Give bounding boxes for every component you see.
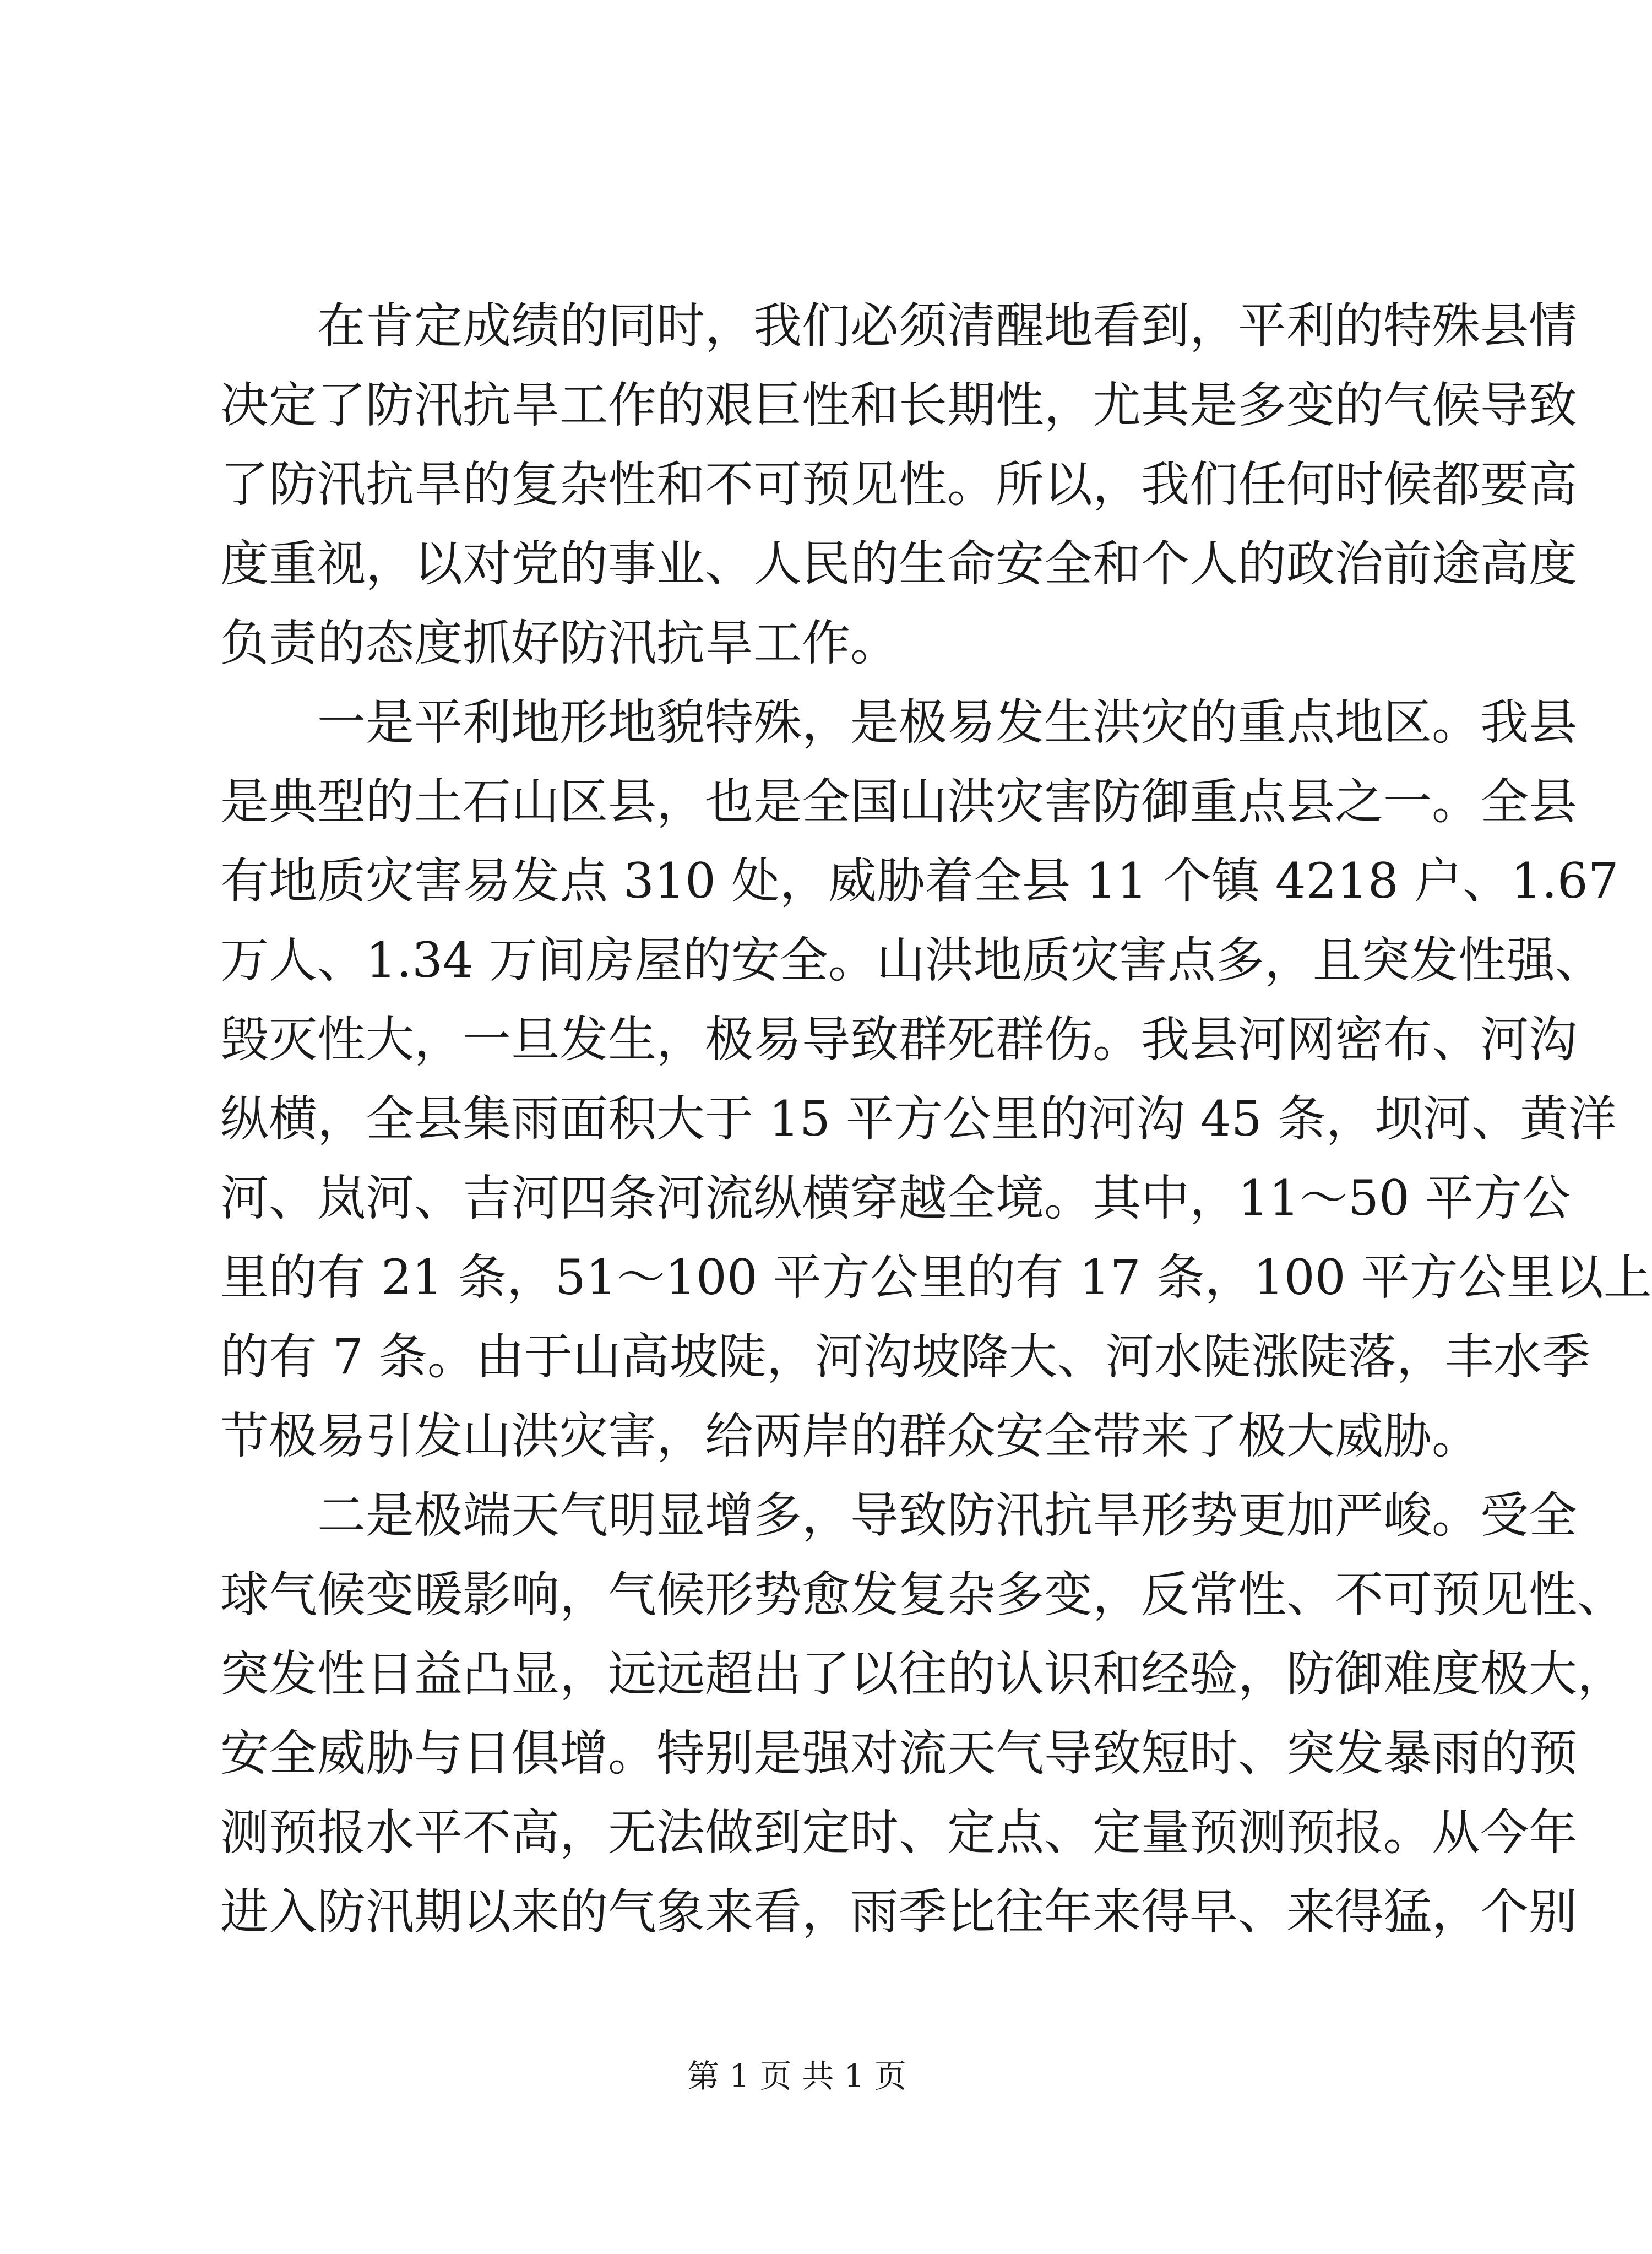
paragraph-2-line-8: 里的有 21 条，51～100 平方公里的有 17 条，100 平方公里以上 bbox=[220, 1249, 1652, 1306]
paragraph-2-line-6: 纵横，全县集雨面积大于 15 平方公里的河沟 45 条，坝河、黄洋 bbox=[220, 1090, 1617, 1147]
paragraph-2-line-1: 一是平利地形地貌特殊，是极易发生洪灾的重点地区。我县 bbox=[317, 694, 1578, 751]
paragraph-3-line-4: 安全威胁与日俱增。特别是强对流天气导致短时、突发暴雨的预 bbox=[220, 1725, 1578, 1782]
paragraph-1-line-2: 决定了防汛抗旱工作的艰巨性和长期性，尤其是多变的气候导致 bbox=[220, 377, 1578, 433]
paragraph-3-line-2: 球气候变暖影响，气候形势愈发复杂多变，反常性、不可预见性、 bbox=[220, 1566, 1626, 1623]
paragraph-2-line-4: 万人、1.34 万间房屋的安全。山洪地质灾害点多，且突发性强、 bbox=[220, 932, 1604, 988]
paragraph-3-line-3: 突发性日益凸显，远远超出了以往的认识和经验，防御难度极大， bbox=[220, 1645, 1626, 1702]
paragraph-1-line-4: 度重视，以对党的事业、人民的生命安全和个人的政治前途高度 bbox=[220, 535, 1578, 592]
paragraph-3-line-5: 测预报水平不高，无法做到定时、定点、定量预测预报。从今年 bbox=[220, 1804, 1578, 1861]
paragraph-3-line-6: 进入防汛期以来的气象来看，雨季比往年来得早、来得猛，个别 bbox=[220, 1883, 1578, 1940]
paragraph-1-line-1: 在肯定成绩的同时，我们必须清醒地看到，平利的特殊县情 bbox=[317, 297, 1578, 354]
paragraph-2-line-5: 毁灭性大，一旦发生，极易导致群死群伤。我县河网密布、河沟 bbox=[220, 1011, 1578, 1068]
page-footer: 第 1 页 共 1 页 bbox=[687, 2057, 906, 2095]
body-text bbox=[220, 286, 1652, 1952]
paragraph-2-line-9: 的有 7 条。由于山高坡陡，河沟坡降大、河水陡涨陡落，丰水季 bbox=[220, 1328, 1590, 1385]
paragraph-3-line-1: 二是极端天气明显增多，导致防汛抗旱形势更加严峻。受全 bbox=[317, 1487, 1578, 1544]
paragraph-2-line-2: 是典型的土石山区县，也是全国山洪灾害防御重点县之一。全县 bbox=[220, 773, 1578, 830]
paragraph-2-line-10: 节极易引发山洪灾害，给两岸的群众安全带来了极大威胁。 bbox=[220, 1408, 1481, 1464]
paragraph-1-line-5: 负责的态度抓好防汛抗旱工作。 bbox=[220, 615, 899, 671]
paragraph-1-line-3: 了防汛抗旱的复杂性和不可预见性。所以，我们任何时候都要高 bbox=[220, 456, 1578, 513]
paragraph-2-line-3: 有地质灾害易发点 310 处，威胁着全县 11 个镇 4218 户、1.67 bbox=[220, 852, 1619, 909]
paragraph-2-line-7: 河、岚河、吉河四条河流纵横穿越全境。其中，11～50 平方公 bbox=[220, 1170, 1571, 1226]
